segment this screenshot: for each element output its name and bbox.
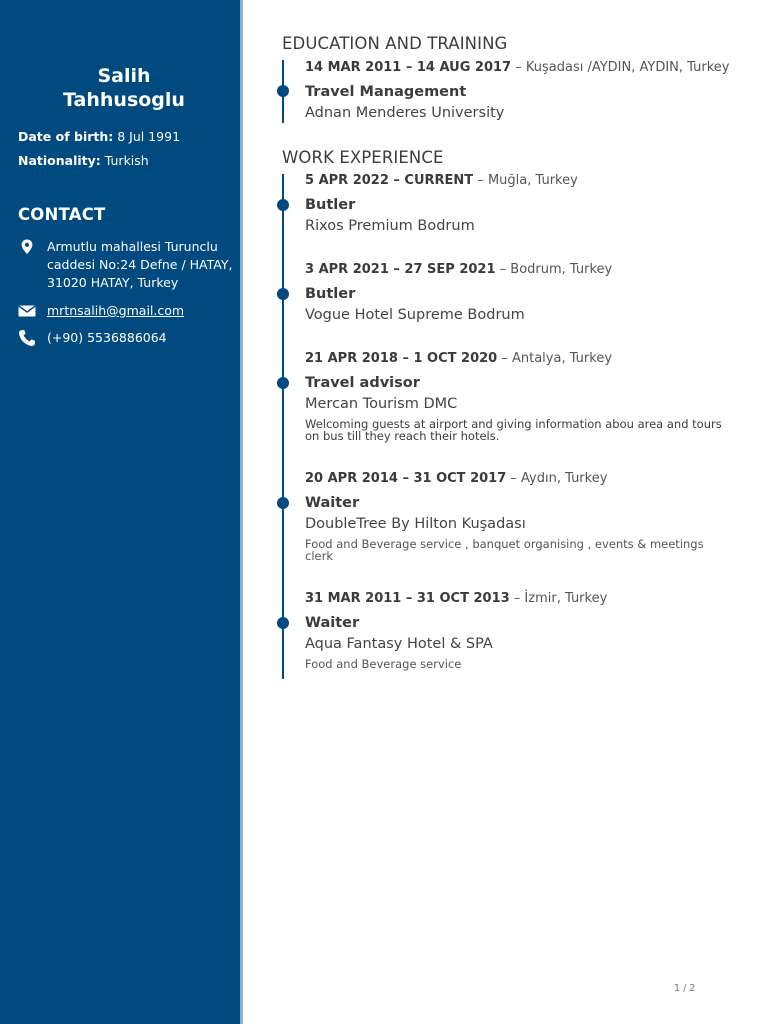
entry-title: Travel Management xyxy=(305,84,467,100)
person-name xyxy=(0,64,248,112)
work-entry xyxy=(305,350,730,442)
education-section-title: EDUCATION AND TRAINING xyxy=(282,34,508,53)
timeline-dot xyxy=(277,377,289,389)
work-entry xyxy=(305,590,730,670)
work-entry xyxy=(305,172,730,236)
entry-dates: 3 APR 2021 – 27 SEP 2021 xyxy=(305,262,496,277)
date-of-birth xyxy=(18,129,180,145)
entry-organisation: Mercan Tourism DMC xyxy=(305,396,458,412)
work-section-title: WORK EXPERIENCE xyxy=(282,148,444,167)
education-entry xyxy=(305,59,730,123)
timeline-dot xyxy=(277,85,289,97)
entry-title: Butler xyxy=(305,286,356,302)
person-last-name: Tahhusoglu xyxy=(63,89,185,111)
entry-title: Butler xyxy=(305,197,356,213)
entry-dates: 31 MAR 2011 – 31 OCT 2013 xyxy=(305,591,510,606)
nationality-label: Nationality: xyxy=(18,153,101,168)
work-entry xyxy=(305,261,730,325)
entry-date-line xyxy=(305,261,730,279)
dob-label: Date of birth: xyxy=(18,129,114,144)
contact-phone: (+90) 5536886064 xyxy=(47,330,167,345)
entry-title: Waiter xyxy=(305,615,360,631)
entry-location: – Muğla, Turkey xyxy=(473,173,578,188)
entry-location: – Antalya, Turkey xyxy=(497,351,613,366)
contact-address-row xyxy=(18,238,233,292)
entry-title: Waiter xyxy=(305,495,360,511)
contact-address: Armutlu mahallesi Turunclu caddesi No:24 Defne / HATAY, 31020 HATAY, Turkey xyxy=(47,239,233,290)
entry-organisation: Aqua Fantasy Hotel & SPA xyxy=(305,636,493,652)
entry-description: Food and Beverage service , banquet organising , events & meetings clerk xyxy=(305,537,704,563)
entry-title: Travel advisor xyxy=(305,375,420,391)
timeline-dot xyxy=(277,497,289,509)
timeline-dot xyxy=(277,199,289,211)
entry-dates: 14 MAR 2011 – 14 AUG 2017 xyxy=(305,60,512,75)
entry-date-line xyxy=(305,350,730,368)
entry-organisation: Rixos Premium Bodrum xyxy=(305,218,475,234)
entry-location: – Kuşadası /AYDIN, AYDIN, Turkey xyxy=(511,60,730,75)
contact-phone-row xyxy=(18,329,233,347)
envelope-icon xyxy=(18,302,36,320)
sidebar-edge-divider xyxy=(240,0,243,1024)
entry-location: – Aydın, Turkey xyxy=(506,471,608,486)
dob-value: 8 Jul 1991 xyxy=(117,129,181,144)
nationality-value: Turkish xyxy=(104,153,149,168)
page-number: 1 / 2 xyxy=(674,983,696,994)
entry-location: – İzmir, Turkey xyxy=(509,591,608,606)
contact-heading: CONTACT xyxy=(18,205,106,224)
entry-location: – Bodrum, Turkey xyxy=(495,262,613,277)
entry-date-line xyxy=(305,59,730,77)
location-pin-icon xyxy=(18,238,36,256)
entry-date-line xyxy=(305,470,730,488)
person-first-name: Salih xyxy=(97,65,151,87)
entry-organisation: Adnan Menderes University xyxy=(305,105,505,121)
entry-dates: 21 APR 2018 – 1 OCT 2020 xyxy=(305,351,498,366)
contact-email-row xyxy=(18,302,233,320)
work-entry xyxy=(305,470,730,562)
entry-dates: 20 APR 2014 – 31 OCT 2017 xyxy=(305,471,507,486)
entry-description: Food and Beverage service xyxy=(305,657,462,671)
timeline-dot xyxy=(277,617,289,629)
phone-icon xyxy=(18,329,36,347)
entry-description: Welcoming guests at airport and giving information abou area and tours on bus till they reach their hotels. xyxy=(305,417,722,443)
entry-date-line xyxy=(305,590,730,608)
timeline-dot xyxy=(277,288,289,300)
entry-organisation: Vogue Hotel Supreme Bodrum xyxy=(305,307,525,323)
entry-date-line xyxy=(305,172,730,190)
contact-email-link[interactable]: mrtnsalih@gmail.com xyxy=(47,303,185,318)
work-timeline-line xyxy=(282,174,284,679)
nationality xyxy=(18,153,149,169)
entry-organisation: DoubleTree By Hilton Kuşadası xyxy=(305,516,526,532)
entry-dates: 5 APR 2022 – CURRENT xyxy=(305,173,474,188)
